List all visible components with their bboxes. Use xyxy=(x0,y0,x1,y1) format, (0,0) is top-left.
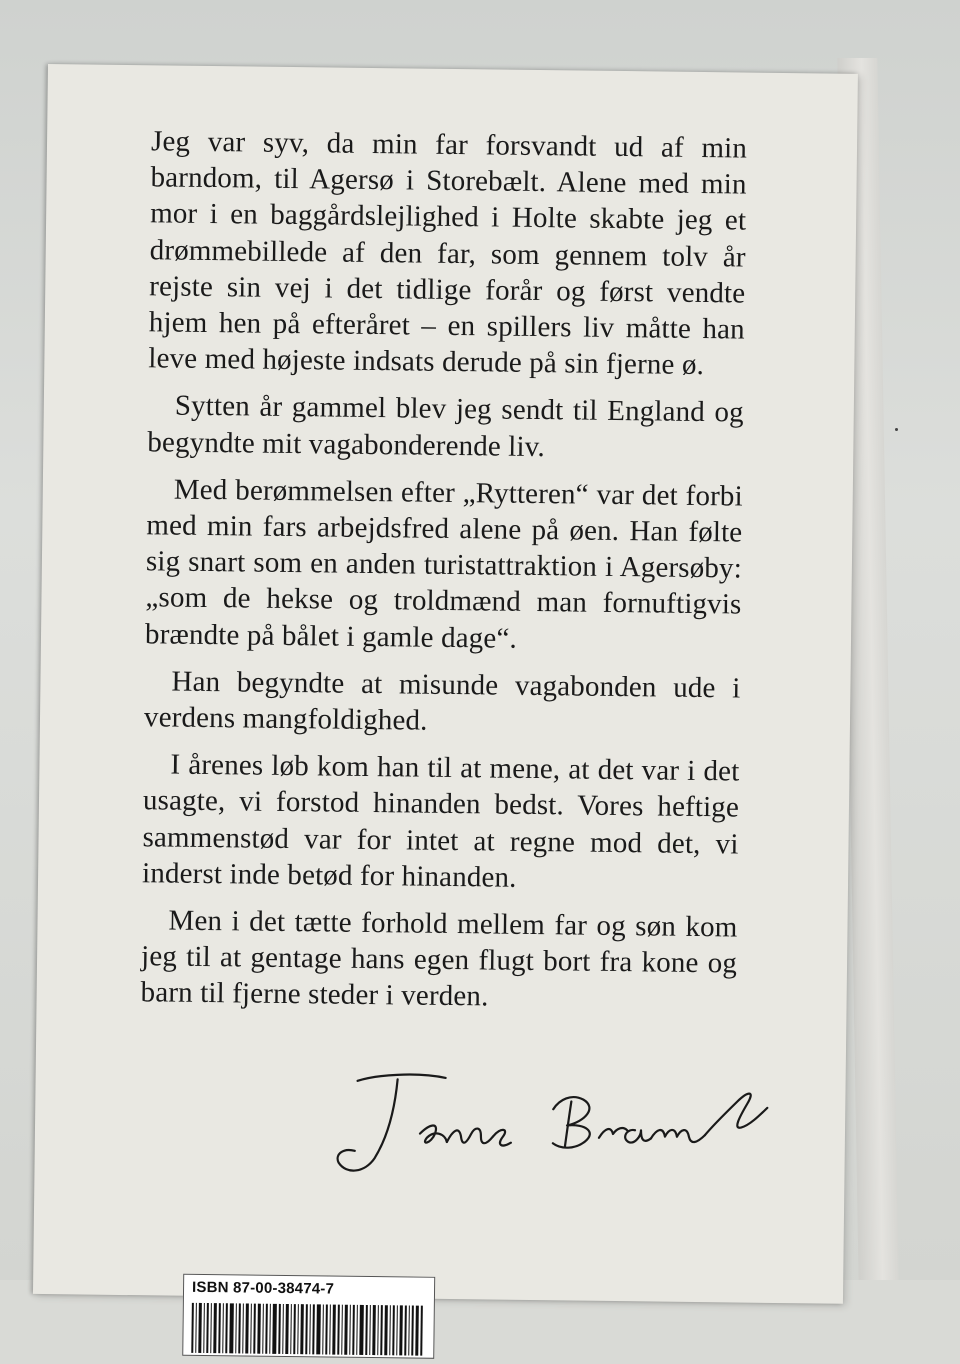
signature-drawing xyxy=(334,1063,775,1188)
blurb-paragraph: Men i det tætte forhold mellem far og søn kom jeg til at gentage hans egen flugt bort fra kone og barn til fjerne steder i verden. xyxy=(140,904,738,1013)
author-signature xyxy=(334,1063,775,1188)
isbn-number: ISBN 87-00-38474-7 xyxy=(191,1278,335,1298)
blurb-paragraph: I årenes løb kom han til at mene, at det var i det usagte, vi forstod hinanden bedst. Vores heftige sammenstød var for intet at regne mod det, vi inderst inde betød for hinanden. xyxy=(141,748,740,894)
isbn-barcode-label xyxy=(182,1274,435,1359)
blurb-paragraph: Sytten år gammel blev jeg sendt til England og begyndte mit vagabonderende liv. xyxy=(147,389,744,463)
barcode xyxy=(191,1303,424,1356)
blurb-paragraph: Han begyndte at misunde vagabonden ude i verdens mangfoldighed. xyxy=(143,665,741,737)
blurb-paragraph: Med berømmelsen efter „Rytteren“ var det forbi med min fars arbejdsfred alene på øen. Han følte sig snart som en anden turistattraktion i Agersøby: „som de hekse og troldmænd man fornuftigvis brændte på bålet i gamle dage“. xyxy=(144,473,743,655)
blurb-paragraph: Jeg var syv, da min far forsvandt ud af min barndom, til Agersø i Storebælt. Alene med min mor i en baggårdslejlighed i Holte skabte jeg et drømmebillede af den far, som gennem tolv år rejste sin vej i det tidlige forår og først vendte hjem hen på efteråret – en spillers liv måtte han leve med højeste indsats derude på sin fjerne ø. xyxy=(148,125,748,382)
book-back-cover xyxy=(33,64,858,1304)
blurb-text xyxy=(140,123,747,1029)
surface-speck xyxy=(895,428,898,431)
